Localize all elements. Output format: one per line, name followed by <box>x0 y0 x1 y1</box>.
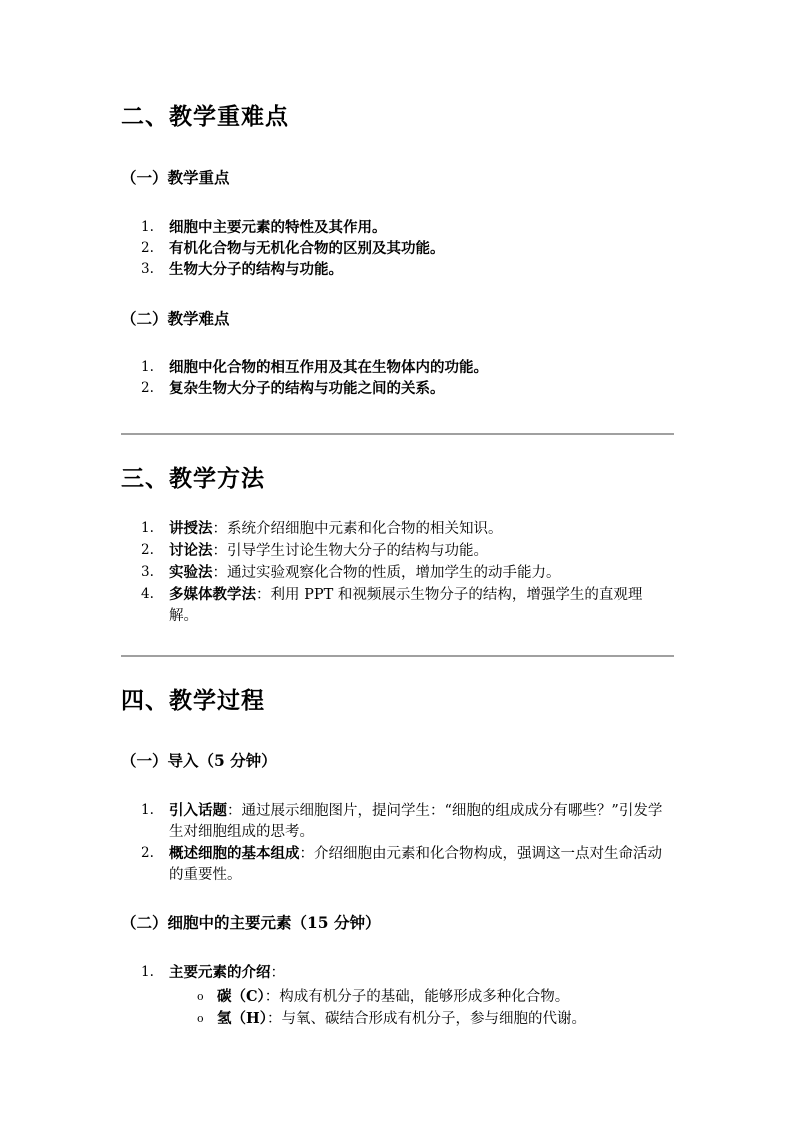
list-item: 1. 主要元素的介绍： o 碳（C）：构成有机分子的基础，能够形成多种化合物。 o 氢（H）：与氧、碳结合形成有机分子，参与细胞的代谢。 <box>121 962 674 1030</box>
section-2-sub2-heading: （二）教学难点 <box>121 309 230 328</box>
intro-steps-list <box>121 800 674 886</box>
list-item: 4. 多媒体教学法：利用 PPT 和视频展示生物分子的结构，增强学生的直观理解。 <box>141 586 643 624</box>
section-4-sub1-heading: （一）导入（5 分钟） <box>121 751 277 770</box>
main-elements-list <box>121 962 674 1030</box>
section-3-heading: 三、教学方法 <box>121 465 265 492</box>
list-item: 2. 复杂生物大分子的结构与功能之间的关系。 <box>141 380 445 397</box>
section-4-heading: 四、教学过程 <box>121 687 265 714</box>
section-divider <box>121 433 674 435</box>
teaching-methods-list <box>121 518 674 627</box>
difficult-points-list <box>121 357 674 399</box>
section-4-sub2-heading: （二）细胞中的主要元素（15 分钟） <box>121 913 381 932</box>
key-points-list <box>121 217 674 280</box>
circle-bullet-icon: o <box>197 990 204 1003</box>
list-item: 2. 有机化合物与无机化合物的区别及其功能。 <box>141 240 445 257</box>
list-item: 1. 讲授法：系统介绍细胞中元素和化合物的相关知识。 <box>141 520 503 537</box>
list-item: 1. 细胞中主要元素的特性及其作用。 <box>141 219 387 236</box>
circle-bullet-icon: o <box>197 1012 204 1025</box>
sublist-item: o 碳（C）：构成有机分子的基础，能够形成多种化合物。 <box>197 988 570 1005</box>
list-item: 1. 细胞中化合物的相互作用及其在生物体内的功能。 <box>141 359 488 376</box>
list-item: 3. 实验法：通过实验观察化合物的性质，增加学生的动手能力。 <box>141 564 561 581</box>
section-2-sub1-heading: （一）教学重点 <box>121 168 230 187</box>
section-divider <box>121 655 674 657</box>
sublist-item: o 氢（H）：与氧、碳结合形成有机分子，参与细胞的代谢。 <box>197 1010 586 1027</box>
list-item: 2. 讨论法：引导学生讨论生物大分子的结构与功能。 <box>141 542 488 559</box>
list-item: 3. 生物大分子的结构与功能。 <box>141 261 343 278</box>
element-sublist <box>169 986 674 1030</box>
list-item: 1. 引入话题：通过展示细胞图片，提问学生：“细胞的组成成分有哪些？”引发学生对细胞组成的思考。 <box>141 802 663 840</box>
list-item: 2. 概述细胞的基本组成：介绍细胞由元素和化合物构成，强调这一点对生命活动的重要性。 <box>141 845 662 883</box>
section-2-heading: 二、教学重难点 <box>121 103 289 130</box>
